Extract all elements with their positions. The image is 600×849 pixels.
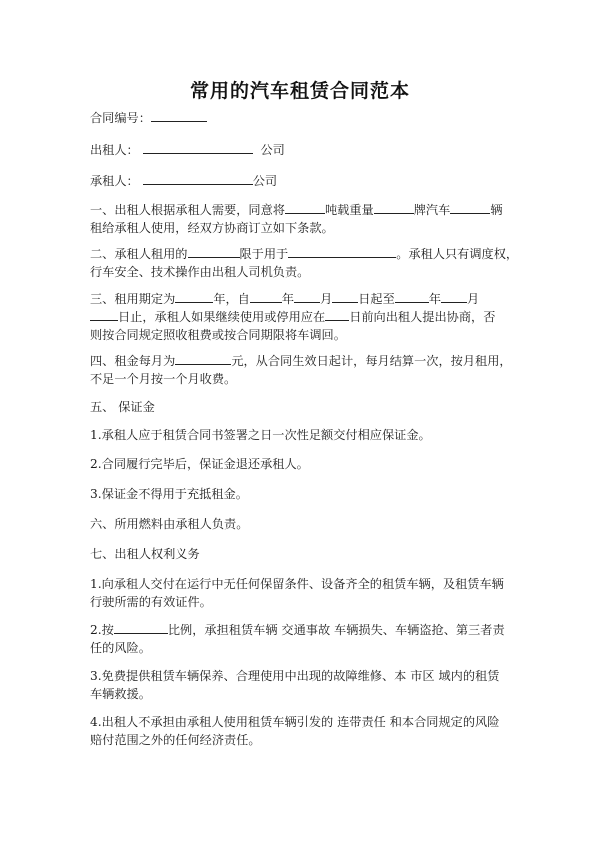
clause3-text-f: 年 (428, 292, 441, 306)
clause5-item1: 1.承租人应于租赁合同书签署之日一次性足额交付相应保证金。 (90, 428, 431, 442)
rented-vehicle-blank[interactable] (188, 245, 240, 258)
vehicle-count-blank[interactable] (450, 201, 490, 214)
clause7-item2-text-a: 2.按 (90, 623, 114, 637)
clause7-item1-line2: 行驶所需的有效证件。 (90, 595, 212, 609)
clause3-text-b: 年，自 (213, 292, 250, 306)
liability-ratio-blank[interactable] (114, 621, 168, 634)
clause3-text-d: 月 (320, 292, 333, 306)
end-year-blank[interactable] (395, 290, 429, 303)
clause3-text-e: 日起至 (358, 292, 395, 306)
clause7-item3-line1: 3.免费提供租赁车辆保养、合理使用中出现的故障维修、本 市区 域内的租赁 (90, 669, 500, 683)
clause7-item2-line1 (90, 621, 520, 639)
clause7-item4-line2: 赔付范围之外的任何经济责任。 (90, 733, 261, 747)
clause3-text-i: 日前向出租人提出协商，否 (349, 310, 496, 324)
clause2-text-c: 。承租人只有调度权， (396, 247, 519, 261)
end-day-blank[interactable] (90, 308, 118, 321)
clause3-line3: 则按合同规定照收租费或按合同期限将车调回。 (90, 328, 346, 342)
clause2-line2: 行车安全、技术操作由出租人司机负责。 (90, 265, 310, 279)
document-title: 常用的汽车租赁合同范本 (189, 80, 410, 102)
lessor-suffix: 公司 (260, 143, 285, 157)
clause1-line1 (90, 201, 520, 219)
clause1-line2: 租给承租人使用，经双方协商订立如下条款。 (90, 221, 334, 235)
clause3-text-a: 三、租用期定为 (90, 292, 176, 306)
lessor-line (90, 141, 520, 159)
clause7-heading: 七、出租人权利义务 (90, 547, 200, 561)
contract-number-line (90, 109, 520, 127)
end-month-blank[interactable] (441, 290, 467, 303)
monthly-rent-blank[interactable] (175, 352, 231, 365)
clause2-text-b: 限于用于 (239, 247, 289, 261)
clause7-item1-line1: 1.向承租人交付在运行中无任何保留条件、设备齐全的租赁车辆，及租赁车辆 (90, 577, 504, 591)
clause7-item3-line2: 车辆救援。 (90, 687, 151, 701)
lessor-name-blank[interactable] (143, 141, 253, 154)
lessee-line (90, 172, 520, 190)
contract-number-blank[interactable] (151, 109, 207, 122)
lessee-suffix: 公司 (252, 174, 278, 188)
clause2-line1 (90, 245, 520, 263)
clause1-text-b: 吨载重量 (325, 203, 374, 217)
clause7-item2-line2: 任的风险。 (90, 641, 151, 655)
clause3-text-h: 日止，承租人如果继续使用或停用应在 (118, 310, 326, 324)
clause4-text-b: 元，从合同生效日起计，每月结算一次，按月租用， (231, 354, 512, 368)
clause3-text-g: 月 (467, 292, 480, 306)
lease-years-blank[interactable] (175, 290, 213, 303)
tonnage-blank[interactable] (285, 201, 325, 214)
clause6: 六、所用燃料由承租人负责。 (90, 517, 249, 531)
clause1-text-a: 一、出租人根据承租人需要，同意将 (90, 203, 285, 217)
clause3-line2 (90, 308, 520, 326)
clause4-line1 (90, 352, 520, 370)
clause1-text-d: 辆 (490, 203, 503, 217)
clause5-item2: 2.合同履行完毕后，保证金退还承租人。 (90, 457, 309, 471)
usage-purpose-blank[interactable] (288, 245, 396, 258)
notice-days-blank[interactable] (325, 308, 349, 321)
clause5-heading: 五、 保证金 (90, 400, 155, 414)
clause7-item4-line1: 4.出租人不承担由承租人使用租赁车辆引发的 连带责任 和本合同规定的风险 (90, 715, 500, 729)
clause3-line1 (90, 290, 520, 308)
start-day-blank[interactable] (332, 290, 358, 303)
lessee-name-blank[interactable] (143, 172, 253, 185)
lessor-label: 出租人： (90, 143, 139, 157)
clause3-text-c: 年 (281, 292, 295, 306)
start-year-blank[interactable] (250, 290, 282, 303)
clause4-line2: 不足一个月按一个月收费。 (90, 372, 237, 386)
clause5-item3: 3.保证金不得用于充抵租金。 (90, 487, 248, 501)
start-month-blank[interactable] (294, 290, 320, 303)
clause1-text-c: 牌汽车 (413, 203, 451, 217)
vehicle-brand-blank[interactable] (374, 201, 414, 214)
lessee-label: 承租人： (90, 174, 139, 188)
clause7-item2-text-b: 比例，承担租赁车辆 交通事故 车辆损失、车辆盗抢、第三者责 (167, 623, 505, 637)
clause2-text-a: 二、承租人租用的 (90, 247, 188, 261)
contract-number-label: 合同编号： (90, 111, 151, 125)
clause4-text-a: 四、租金每月为 (90, 354, 176, 368)
